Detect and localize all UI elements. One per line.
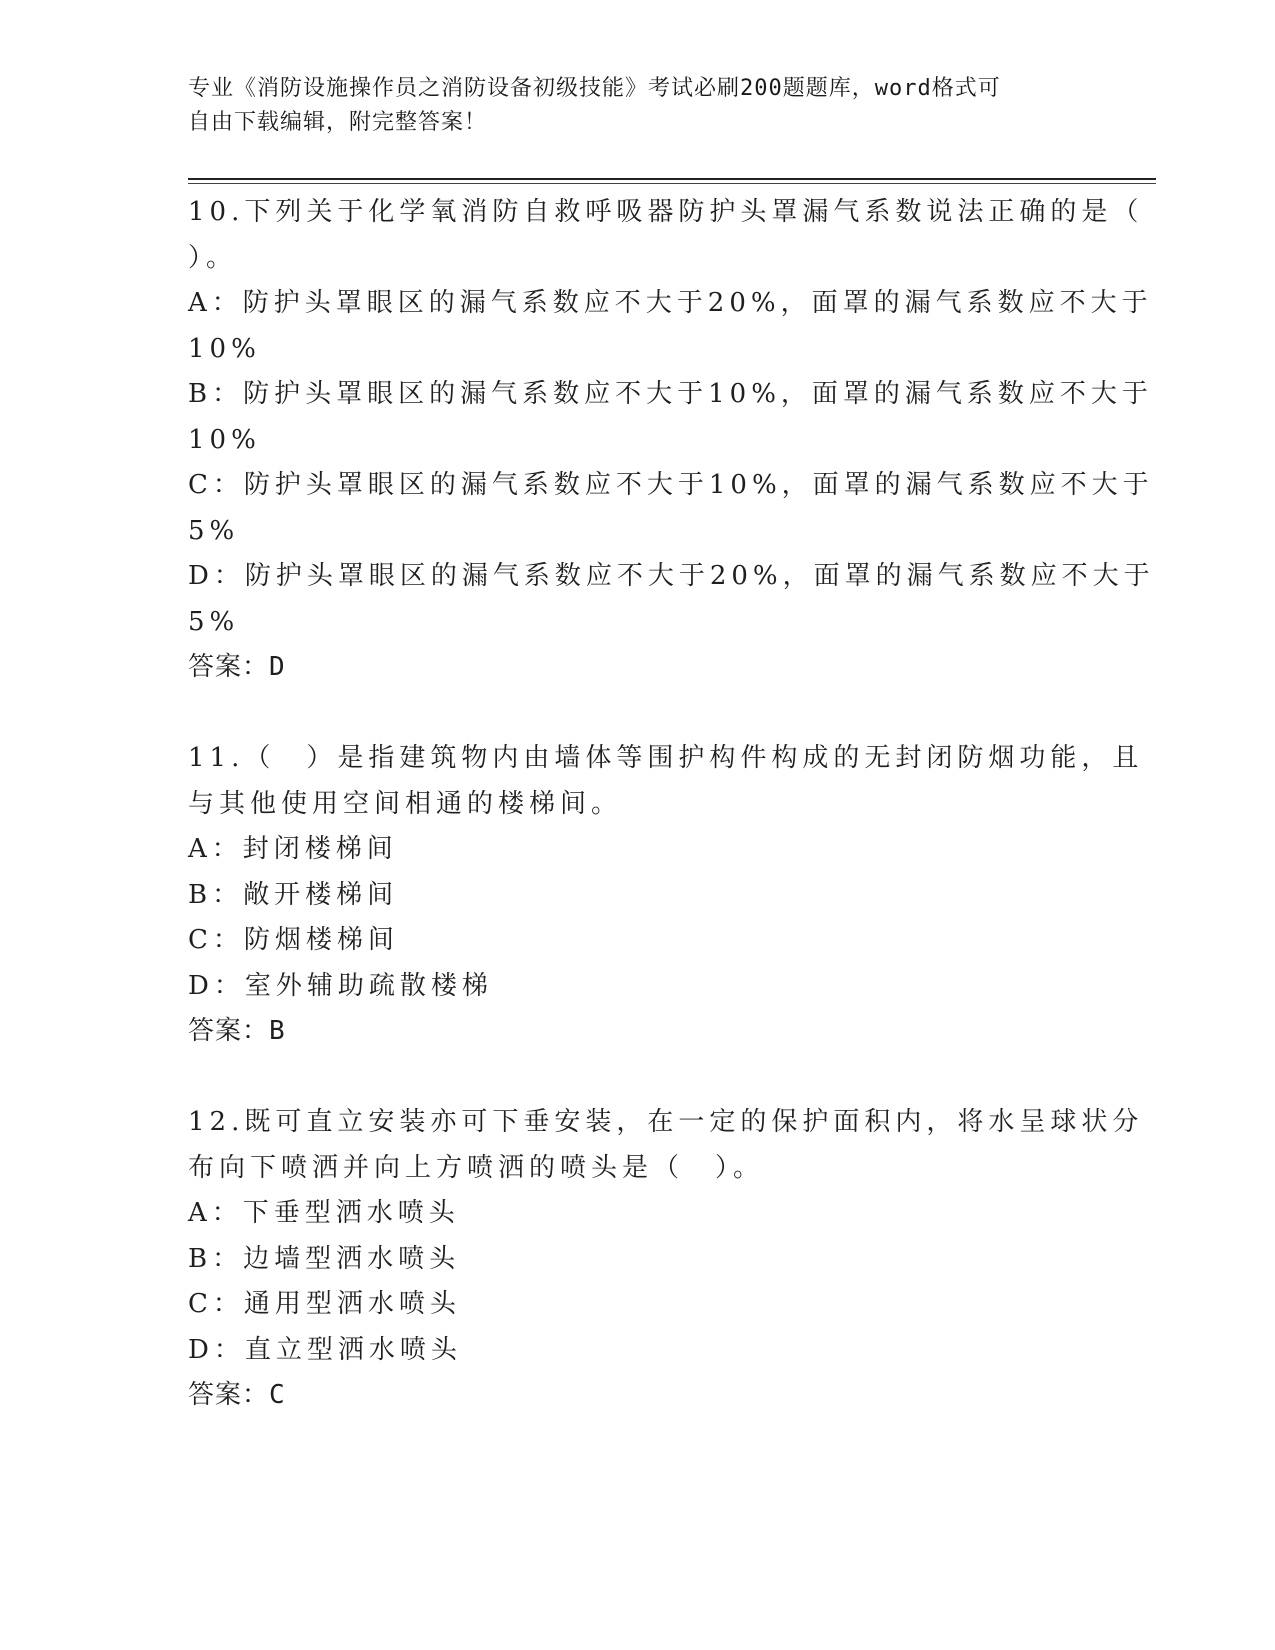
option-b-line: B：防护头罩眼区的漏气系数应不大于10%，面罩的漏气系数应不大于 xyxy=(188,379,1153,409)
option-d-line: D：室外辅助疏散楼梯 xyxy=(188,970,493,1001)
question-10 xyxy=(188,190,1155,691)
answer-line xyxy=(188,1009,1088,1055)
question-11 xyxy=(188,736,1144,1055)
option-a-line: A：防护头罩眼区的漏气系数应不大于20%，面罩的漏气系数应不大于 xyxy=(188,288,1153,318)
question-12 xyxy=(188,1100,1144,1419)
option-b-line: B：敞开楼梯间 xyxy=(188,879,399,910)
option-c-line: 5% xyxy=(188,515,240,546)
header-line-2: 自由下载编辑，附完整答案！ xyxy=(188,110,488,135)
option-d-line: 5% xyxy=(188,606,240,637)
option-a-line: A：封闭楼梯间 xyxy=(188,834,398,864)
answer-value: C xyxy=(269,1380,286,1410)
option-c-line: C：防护头罩眼区的漏气系数应不大于10%，面罩的漏气系数应不大于 xyxy=(188,470,1154,500)
header-divider-thin xyxy=(188,183,1156,184)
question-stem-line: 与其他使用空间相通的楼梯间。 xyxy=(188,788,623,819)
question-spacer xyxy=(188,691,1088,737)
option-c-line: C：通用型洒水喷头 xyxy=(188,1289,461,1319)
answer-value: B xyxy=(269,1016,286,1046)
option-d-line: D：直立型洒水喷头 xyxy=(188,1334,462,1365)
answer-label: 答案： xyxy=(188,1016,270,1046)
question-stem-line: ）。 xyxy=(188,242,238,273)
answer-value: D xyxy=(269,652,286,682)
answer-label: 答案： xyxy=(188,1380,270,1410)
option-d-line: D：防护头罩眼区的漏气系数应不大于20%，面罩的漏气系数应不大于 xyxy=(188,561,1155,591)
option-a-line: 10% xyxy=(188,333,261,364)
answer-line xyxy=(188,645,1088,691)
question-spacer xyxy=(188,1055,1088,1101)
question-stem-line: 12.既可直立安装亦可下垂安装，在一定的保护面积内，将水呈球状分 xyxy=(188,1107,1144,1137)
option-a-line: A：下垂型洒水喷头 xyxy=(188,1198,460,1228)
answer-label: 答案： xyxy=(188,652,270,682)
question-list xyxy=(188,190,1155,1419)
document-header xyxy=(188,72,1068,140)
answer-line xyxy=(188,1373,1088,1419)
question-stem-line: 布向下喷洒并向上方喷洒的喷头是（ ）。 xyxy=(188,1152,765,1183)
option-b-line: 10% xyxy=(188,424,261,455)
option-b-line: B：边墙型洒水喷头 xyxy=(188,1243,461,1274)
header-line-1: 专业《消防设施操作员之消防设备初级技能》考试必刷200题题库，word格式可 xyxy=(188,76,1001,101)
option-c-line: C：防烟楼梯间 xyxy=(188,925,399,955)
header-divider-thick xyxy=(188,178,1156,180)
question-stem-line: 11.（ ）是指建筑物内由墙体等围护构件构成的无封闭防烟功能，且 xyxy=(188,743,1144,773)
question-stem-line: 10.下列关于化学氧消防自救呼吸器防护头罩漏气系数说法正确的是（ xyxy=(188,197,1144,227)
